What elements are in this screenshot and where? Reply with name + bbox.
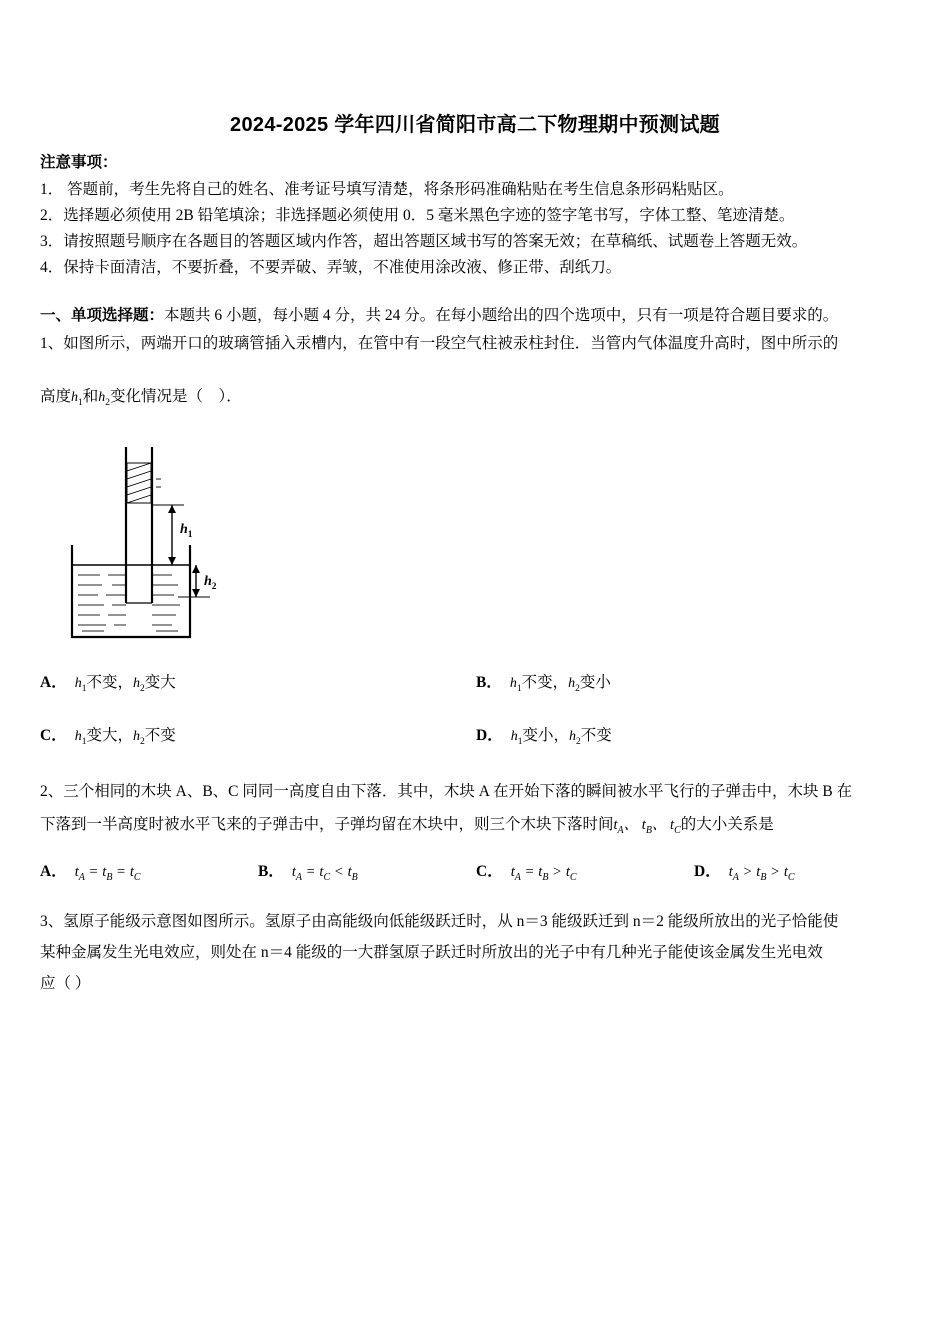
notice-item-3: 3．请按照题号顺序在各题目的答题区域内作答，超出答题区域书写的答案无效；在草稿纸、试题卷上答题无效。	[40, 233, 808, 251]
question-1-option-c[interactable]	[40, 723, 476, 750]
question-2-line1	[40, 776, 912, 807]
question-1-var-h1: $h_1$	[71, 389, 83, 408]
question-1-line2-post: 变化情况是（ ）．	[110, 387, 242, 405]
question-2-option-b[interactable]	[258, 859, 476, 886]
notice-heading: 注意事项：	[40, 154, 118, 171]
section-one-heading	[40, 303, 912, 329]
question-2-text: 三个相同的木块 A、B、C 同同一高度自由下落．其中，木块 A 在开始下落的瞬间被水平飞行的子弹击中，木块 B 在	[63, 783, 853, 801]
question-3-line1	[40, 906, 912, 937]
option-a-expr: $t_A = t_B = t_C$	[74, 864, 141, 884]
option-a-label: A．	[40, 863, 67, 881]
question-1-text: 如图所示，两端开口的玻璃管插入汞槽内，在管中有一段空气柱被汞柱封住．当管内气体温度升高时，图中所示的	[63, 334, 839, 352]
option-b-label: B．	[258, 863, 284, 881]
mercury-tube-diagram	[60, 425, 290, 655]
question-1-line1	[40, 330, 912, 357]
question-3-text-line3: 应（ ）	[40, 975, 91, 993]
question-2-line2-pre: 下落到一半高度时被水平飞来的子弹击中，子弹均留在木块中，则三个木块下落时间	[40, 816, 614, 834]
section-one-text: 本题共 6 小题，每小题 4 分，共 24 分。在每小题给出的四个选项中，只有一项是符合题目要求的。	[164, 307, 839, 325]
question-3-number: 3、	[40, 913, 64, 931]
question-2-number: 2、	[40, 783, 64, 801]
question-1-line2-pre: 高度	[40, 387, 72, 405]
document-body	[40, 150, 912, 999]
option-c-expr: $t_A = t_B > t_C$	[510, 864, 577, 884]
option-d-label: D．	[476, 727, 503, 745]
question-1-figure-wrap	[40, 425, 912, 660]
question-3-line2	[40, 937, 912, 968]
question-3-text-line1: 氢原子能级示意图如图所示。氢原子由高能级向低能级跃迁时，从 n＝3 能级跃迁到 n＝2 能级所放出的光子恰能使	[63, 913, 839, 931]
option-c-label: C．	[40, 727, 67, 745]
question-2-option-c[interactable]	[476, 859, 694, 886]
question-3-line3	[40, 968, 912, 999]
figure-label-h2: $h_2$	[204, 574, 217, 593]
notice-item-2: 2．选择题必须使用 2B 铅笔填涂；非选择题必须使用 0．5 毫米黑色字迹的签字笔书写，字体工整、笔迹清楚。	[40, 207, 795, 225]
question-1-options	[40, 670, 912, 750]
option-b-label: B．	[476, 674, 502, 692]
question-2-line2	[40, 809, 912, 841]
option-d-label: D．	[694, 863, 721, 881]
question-1-option-b[interactable]	[476, 670, 912, 697]
notice-item-1: 1． 答题前，考生先将自己的姓名、准考证号填写清楚，将条形码准确粘贴在考生信息条形码粘贴区。	[40, 181, 734, 199]
notice-item-4: 4．保持卡面清洁，不要折叠，不要弄破、弄皱，不准使用涂改液、修正带、刮纸刀。	[40, 259, 622, 277]
question-1-option-d[interactable]	[476, 723, 912, 750]
section-one-prefix: 一、单项选择题：	[40, 307, 165, 325]
question-1-line2-mid: 和	[82, 387, 99, 405]
question-3-text-line2: 某种金属发生光电效应，则处在 n＝4 能级的一大群氢原子跃迁时所放出的光子中有几种光子能使该金属发生光电效	[40, 944, 823, 962]
question-1-number: 1、	[40, 334, 64, 352]
option-c-label: C．	[476, 863, 503, 881]
option-b-expr: $t_A = t_C < t_B$	[291, 864, 358, 884]
question-2-option-a[interactable]	[40, 859, 258, 886]
question-2-options	[40, 859, 912, 886]
option-d-expr: $t_A > t_B > t_C$	[728, 864, 795, 884]
option-b-text: $h_1$不变，$h_2$变小	[509, 674, 611, 694]
question-2-option-d[interactable]	[694, 859, 912, 886]
option-a-text: $h_1$不变，$h_2$变大	[74, 674, 176, 694]
question-2-time-vars: $t_A$、 $t_B$、 $t_C$	[613, 817, 681, 837]
figure-label-h1: $h_1$	[180, 522, 193, 541]
option-c-text: $h_1$变大，$h_2$不变	[74, 727, 176, 748]
option-a-label: A．	[40, 674, 67, 692]
question-2-line2-post: 的大小关系是	[680, 816, 774, 834]
option-d-text: $h_1$变小，$h_2$不变	[510, 727, 612, 748]
question-1-line2	[40, 383, 912, 411]
question-1-var-h2: $h_2$	[98, 389, 111, 408]
page-title: 2024-2025 学年四川省简阳市高二下物理期中预测试题	[230, 114, 720, 136]
question-1-option-a[interactable]	[40, 670, 476, 697]
